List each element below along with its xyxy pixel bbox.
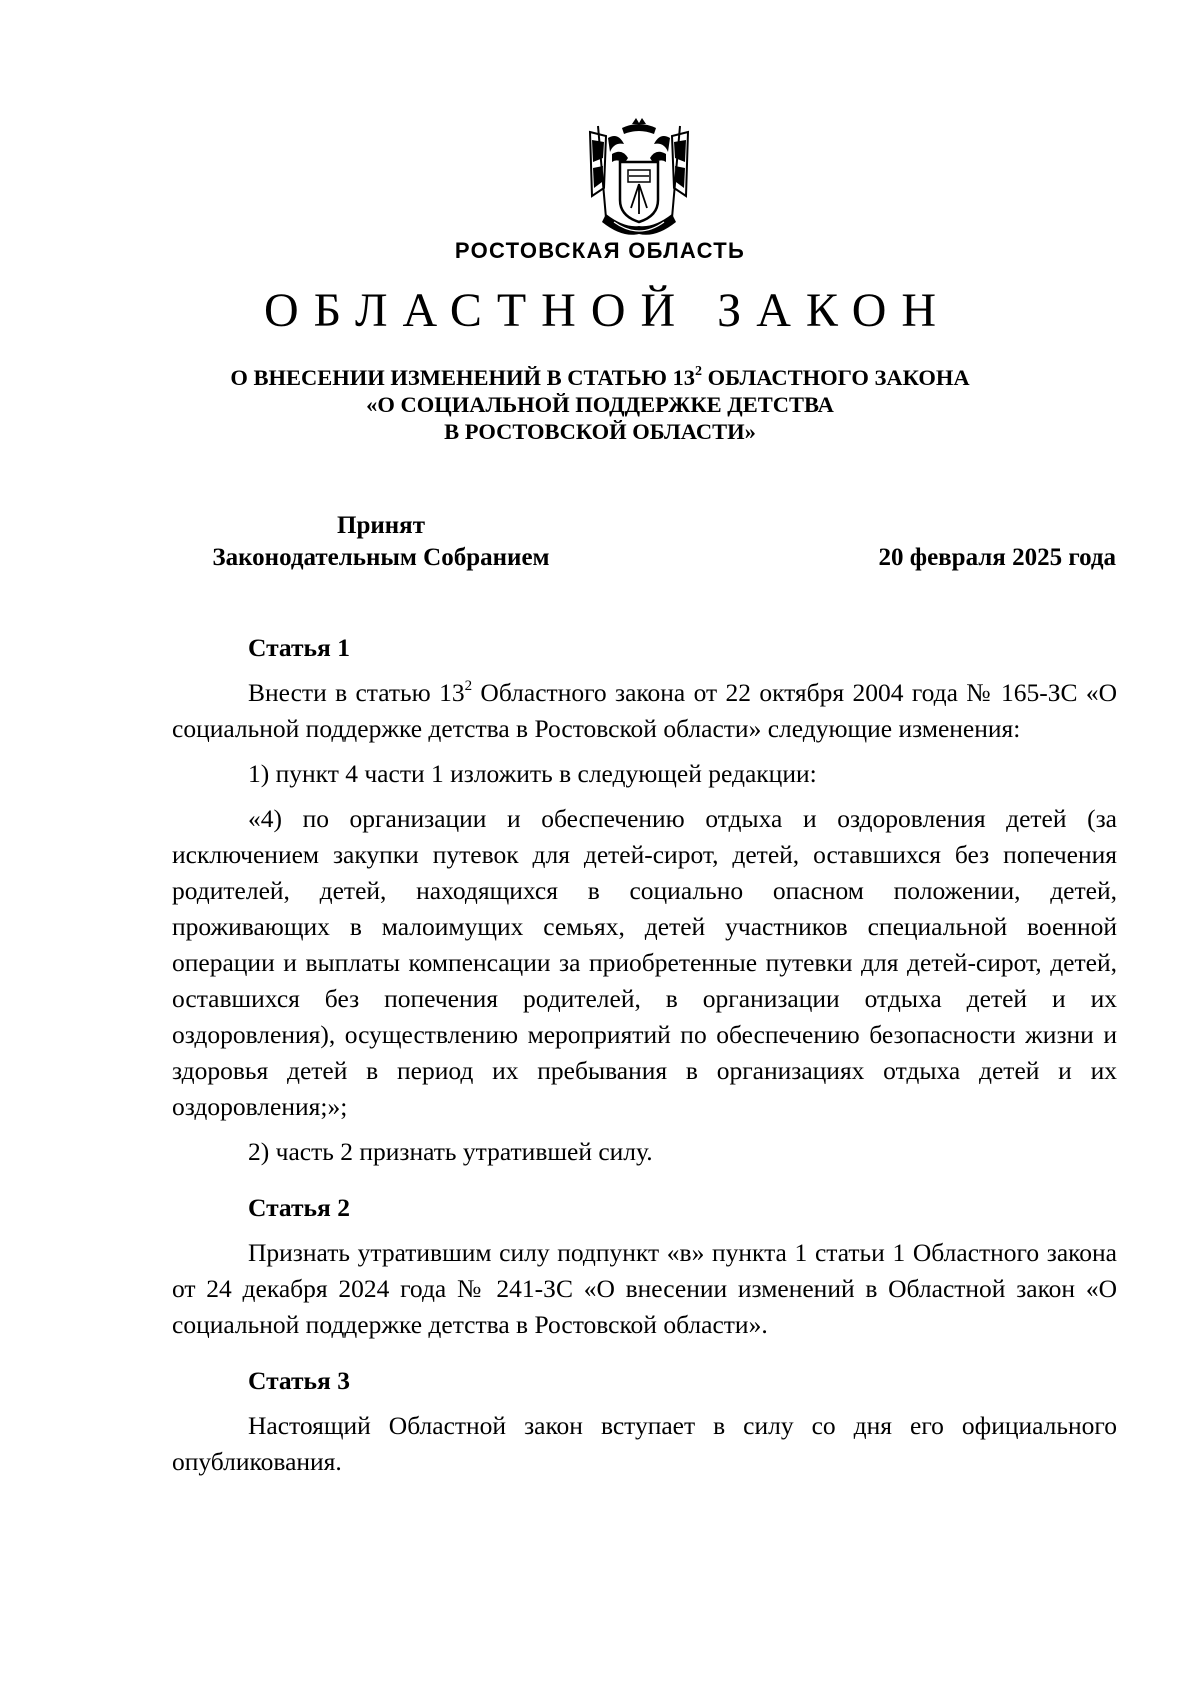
adoption-date: 20 февраля 2025 года	[878, 544, 1116, 571]
adoption-line-2: Законодательным Собранием	[212, 544, 550, 571]
article-2-text: Признать утратившим силу подпункт «в» пункта 1 статьи 1 Областного закона от 24 декабря 2024 года № 241-ЗС «О внесении изменений в Областной закон «О социальной поддержке детства в Ростовской области».	[172, 1238, 1117, 1339]
article-1-intro: Внести в статью $13^2$ Областного закона от 22 октября 2004 года № 165-ЗС «О социальной поддержке детства в Ростовской области» следующие изменения:	[172, 677, 1118, 743]
rostov-oblast-coat-of-arms-icon	[584, 118, 694, 240]
region-name: РОСТОВСКАЯ ОБЛАСТЬ	[454, 238, 746, 263]
article-3-text: Настоящий Областной закон вступает в силу со дня его официального опубликования.	[172, 1411, 1117, 1476]
document-body	[172, 630, 1117, 1480]
article-1-quoted-text: «4) по организации и обеспечению отдыха и оздоровления детей (за исключением закупки путевок для детей-сирот, детей, оставшихся без попечения родителей, детей, находящихся в социально опасном положении, детей, проживающих в малоимущих семьях, детей участников специальной военной операции и выплаты компенсации за приобретенные путевки для детей-сирот, детей, оставшихся без попечения родителей, в организации отдыха детей и их оздоровления), осуществлению мероприятий по обеспечению безопасности жизни и здоровья детей в период их пребывания в организациях отдыха детей и их оздоровления;»;	[172, 804, 1117, 1121]
law-subject-line-3: В РОСТОВСКОЙ ОБЛАСТИ»	[444, 419, 756, 444]
adoption-authority	[176, 510, 586, 574]
adoption-line-1: Принят	[337, 512, 425, 539]
article-2-heading: Статья 2	[248, 1193, 350, 1222]
law-type-title: ОБЛАСТНОЙ ЗАКОН	[263, 284, 952, 337]
article-1-item-1: 1) пункт 4 части 1 изложить в следующей редакции:	[248, 759, 817, 788]
article-1-heading: Статья 1	[248, 633, 350, 662]
law-subject-line-2: «О СОЦИАЛЬНОЙ ПОДДЕРЖКЕ ДЕТСТВА	[366, 392, 834, 417]
article-3-heading: Статья 3	[248, 1366, 350, 1395]
law-subject-line-1: О ВНЕСЕНИИ ИЗМЕНЕНИЙ В СТАТЬЮ $13^2$ ОБЛАСТНОГО ЗАКОНА	[230, 363, 970, 390]
article-1-item-2: 2) часть 2 признать утратившей силу.	[248, 1137, 653, 1166]
law-subject-title	[0, 364, 1200, 445]
